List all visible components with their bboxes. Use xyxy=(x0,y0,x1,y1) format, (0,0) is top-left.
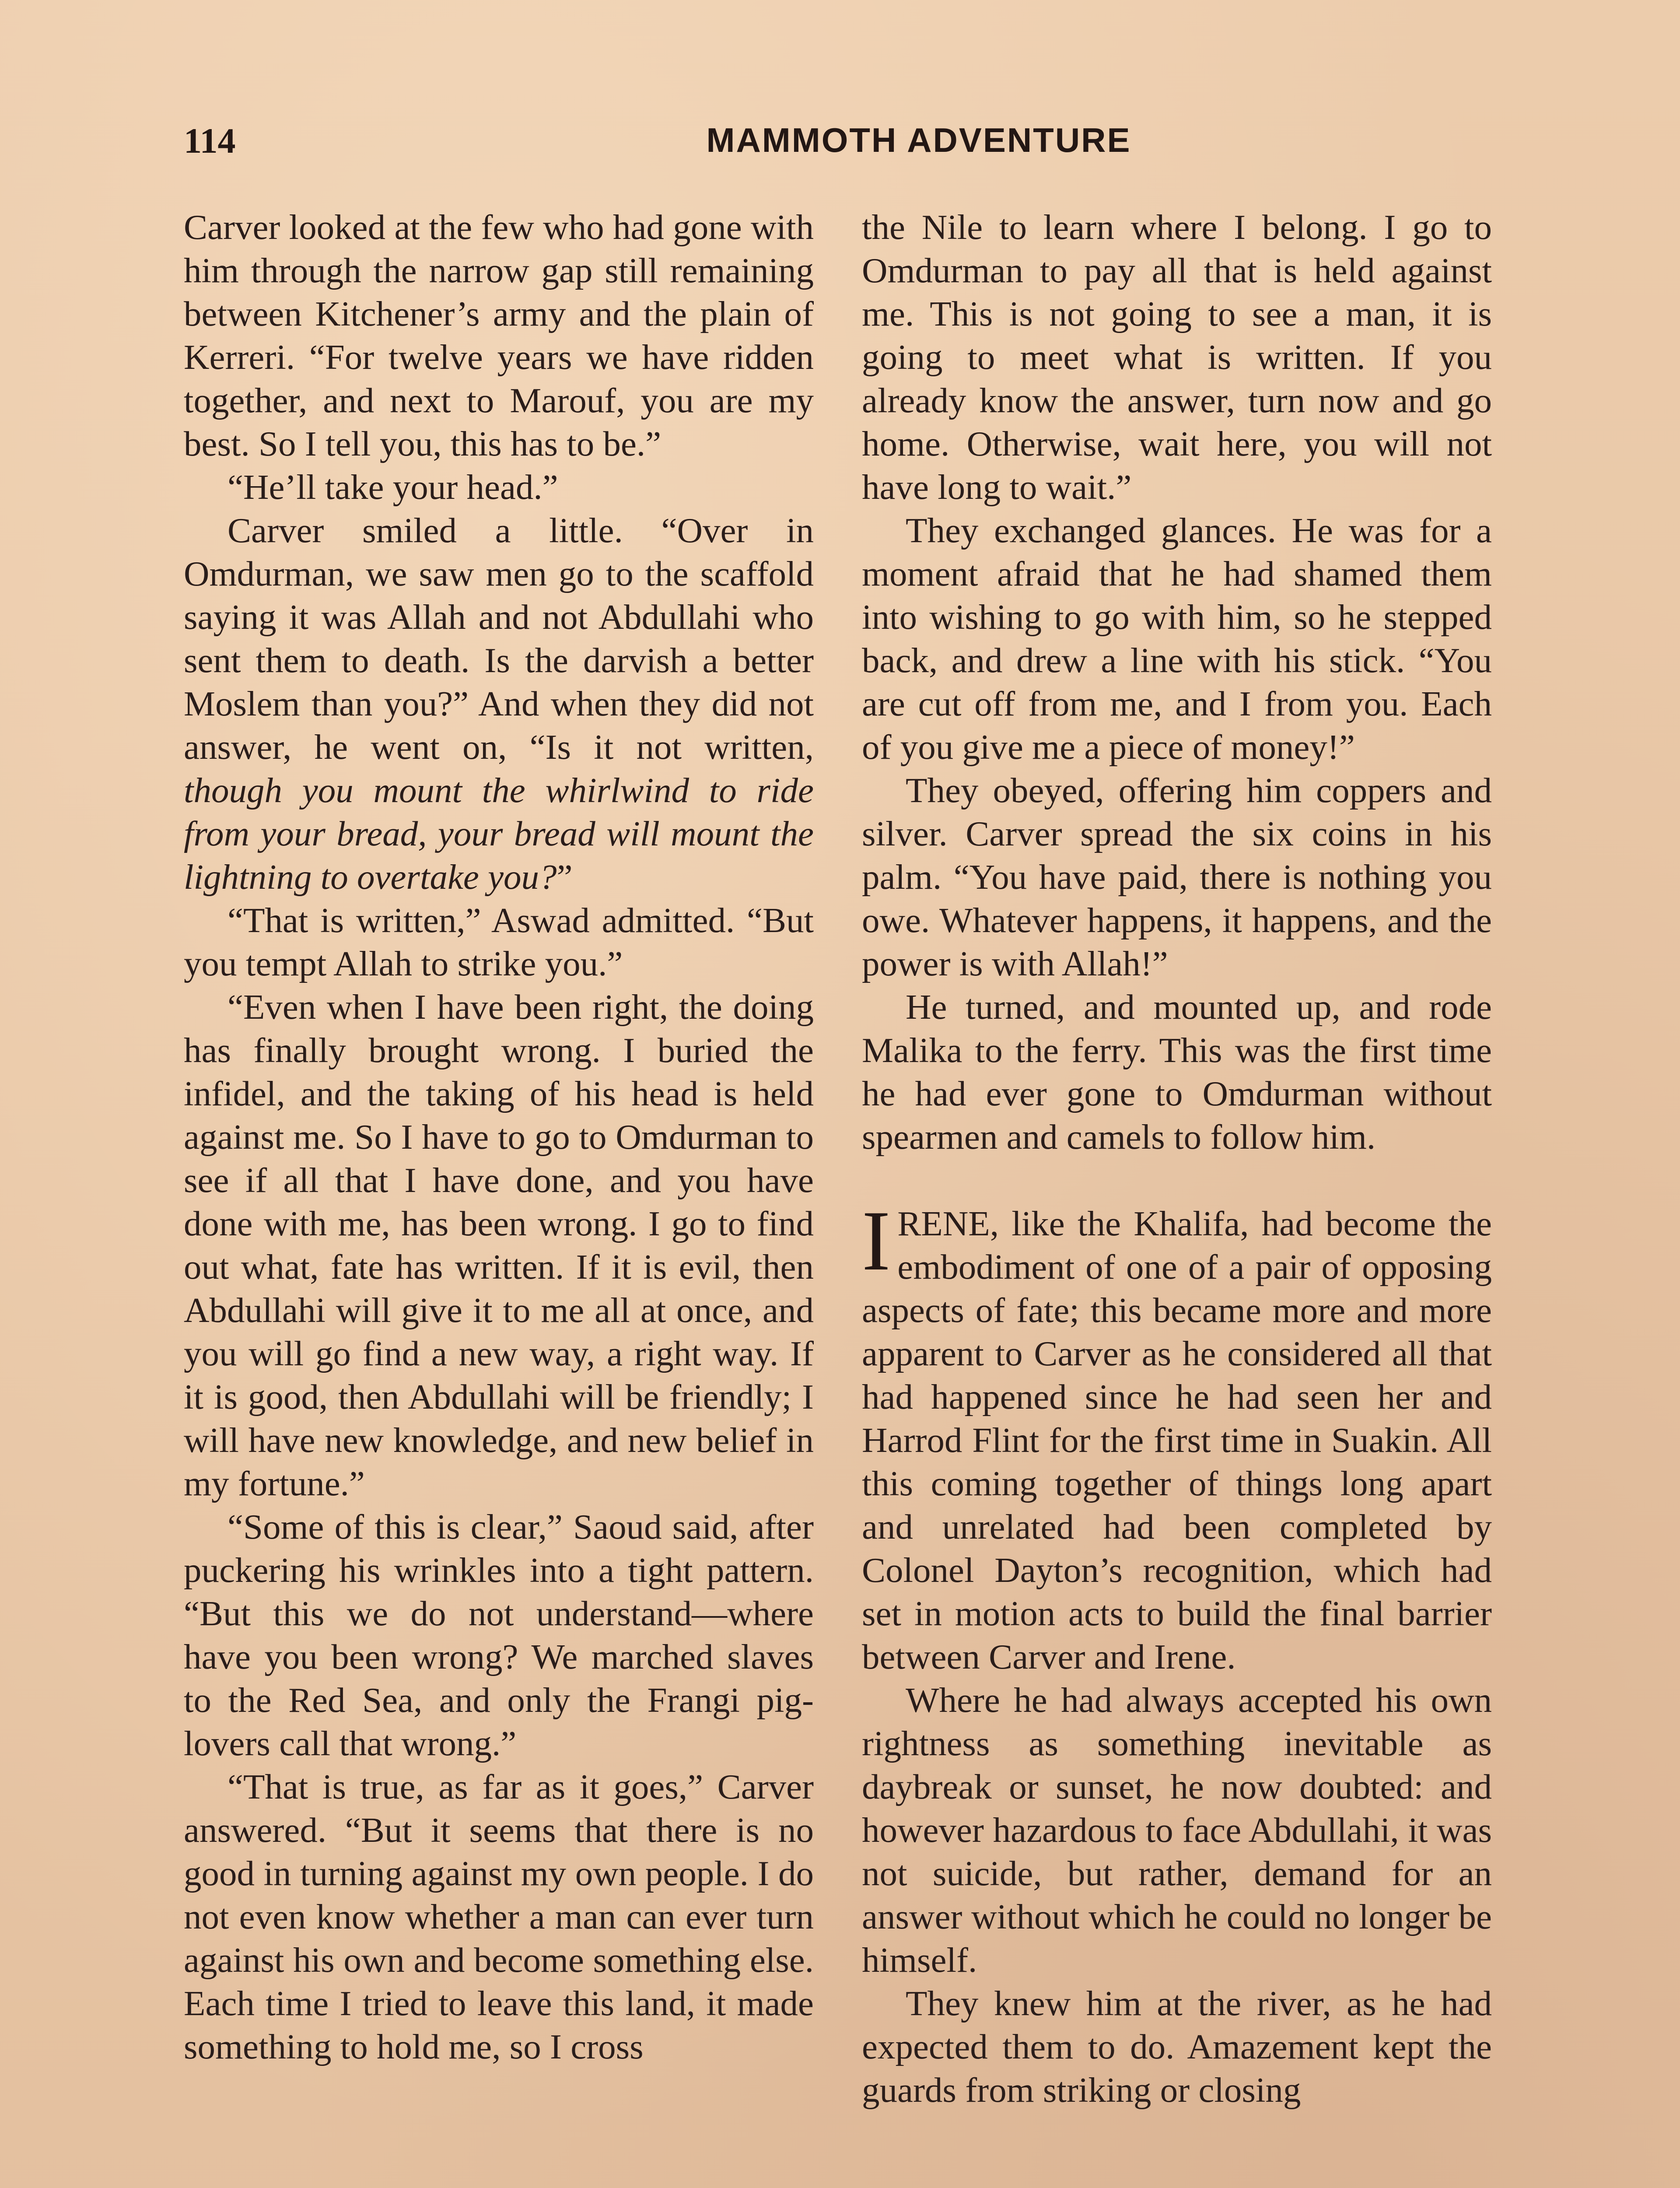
paragraph: “Some of this is clear,” Saoud said, after puckering his wrinkles into a tight pattern. “But this we do not understand—where have you been wrong? We marched slaves to the Red Sea, and only the Frangi pig-lovers call that wrong.” xyxy=(184,1507,814,1763)
paragraph: Carver looked at the few who had gone with him through the narrow gap still remaining between Kitchener’s army and the plain of Kerreri. “For twelve years we have ridden together, and next to Marouf, you are my best. So I tell you, this has to be.” xyxy=(184,207,814,463)
quote-close: ” xyxy=(556,857,573,897)
paragraph: “That is written,” Aswad admitted. “But you tempt Allah to strike you.” xyxy=(184,901,814,983)
paragraph: “He’ll take your head.” xyxy=(228,467,558,507)
page-number: 114 xyxy=(184,121,236,161)
right-column xyxy=(862,206,1492,2112)
page-header xyxy=(184,120,1496,177)
paragraph: “That is true, as far as it goes,” Carver answered. “But it seems that there is no good in turning against my own people. I do not even know whether a man can ever turn against his own and become something else. Each time I tried to leave this land, it made something to hold me, so I cross xyxy=(184,1767,814,2066)
paragraph: He turned, and mounted up, and rode Malika to the ferry. This was the first time he had ever gone to Omdurman without spearmen and camels to follow him. xyxy=(862,987,1492,1157)
lead-in: RENE xyxy=(897,1204,990,1243)
paragraph: They obeyed, offering him coppers and silver. Carver spread the six coins in his palm. “You have paid, there is nothing you owe. Whatever happens, it happens, and the power is with Allah!” xyxy=(862,771,1492,983)
paragraph xyxy=(184,509,814,899)
paragraph-text: , like the Khalifa, had become the embodiment of one of a pair of opposing aspects of fate; this became more and more apparent to Carver as he considered all that had happened since he had seen her and Harrod Flint for the first time in Suakin. All this coming together of things long apart and unrelated had been completed by Colonel Dayton’s recognition, which had set in motion acts to build the final barrier between Carver and Irene. xyxy=(862,1204,1492,1676)
paragraph: “Even when I have been right, the doing has finally brought wrong. I buried the infidel, and the taking of his head is held against me. So I have to go to Omdurman to see if all that I have done, and you have done with me, has been wrong. I go to find out what, fate has written. If it is evil, then Abdullahi will give it to me all at once, and you will go find a new way, a right way. If it is good, then Abdullahi will be friendly; I will have new knowledge, and new belief in my fortune.” xyxy=(184,987,814,1503)
drop-cap: I xyxy=(862,1193,891,1288)
paragraph: Where he had always accepted his own rightness as something inevitable as daybreak or sunset, he now doubted: and however hazardous to face Abdullahi, it was not suicide, but rather, demand for an answer without which he could no longer be himself. xyxy=(862,1680,1492,1980)
italic-quote: though you mount the whirlwind to ride from your bread, your bread will mount the lightning to overtake you? xyxy=(184,771,814,897)
paragraph: They exchanged glances. He was for a moment afraid that he had shamed them into wishing to go with him, so he stepped back, and drew a line with his stick. “You are cut off from me, and I from you. Each of you give me a piece of money!” xyxy=(862,511,1492,767)
section-break xyxy=(862,1159,1492,1202)
running-head: MAMMOTH ADVENTURE xyxy=(706,121,1131,159)
paragraph: They knew him at the river, as he had expected them to do. Amazement kept the guards from striking or closing xyxy=(862,1984,1492,2110)
paragraph-text: Carver smiled a little. “Over in Omdurman, we saw men go to the scaffold saying it was Allah and not Abdullahi who sent them to death. Is the darvish a better Moslem than you?” And when they did not answer, he went on, “Is it not written, xyxy=(184,511,814,767)
paragraph: the Nile to learn where I belong. I go to Omdurman to pay all that is held against me. This is not going to see a man, it is going to meet what is written. If you already know the answer, turn now and go home. Otherwise, wait here, you will not have long to wait.” xyxy=(862,207,1492,507)
left-column xyxy=(184,206,814,2069)
section-opening-paragraph xyxy=(862,1193,1492,1679)
